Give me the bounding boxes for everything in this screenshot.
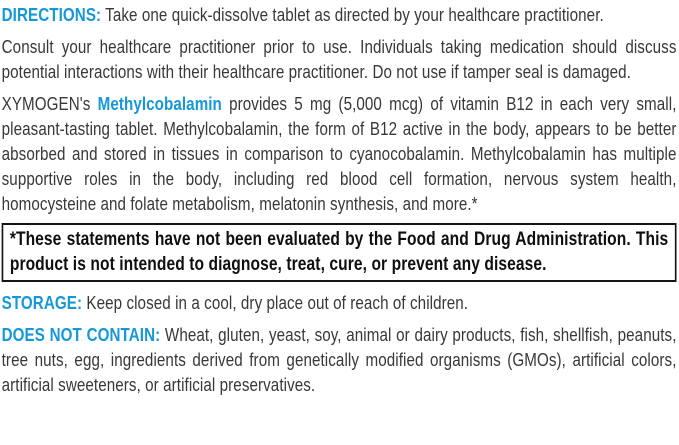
description-lead: XYMOGEN's — [1, 93, 98, 114]
does-not-contain-heading: DOES NOT CONTAIN: — [1, 324, 161, 345]
product-description-paragraph — [2, 91, 677, 216]
description-rest: provides 5 mg (5,000 mcg) of vitamin B12 in each very small, pleasant-tasting tablet. Methylcobalamin, the form of B12 active in the body, appears to be better absorbed and stored in tissues in comparison to cyanocobalamin. Methylcobalamin has multiple supportive roles in the body, including red blood cell formation, nervous system health, homocysteine and folate metabolism, melatonin synthesis, and more.* — [1, 93, 677, 214]
storage-text: Keep closed in a cool, dry place out of reach of children. — [82, 292, 469, 313]
fda-disclaimer-box: *These statements have not been evaluated by the Food and Drug Administration. This product is not intended to diagnose, treat, cure, or prevent any disease. — [2, 223, 677, 282]
storage-heading: STORAGE: — [1, 292, 83, 313]
storage-paragraph — [2, 290, 677, 315]
directions-paragraph — [2, 2, 677, 27]
directions-text: Take one quick-dissolve tablet as directed by your healthcare practitioner. — [101, 4, 604, 25]
does-not-contain-text: Wheat, gluten, yeast, soy, animal or dairy products, fish, shellfish, peanuts, tree nuts, egg, ingredients derived from genetically modified organisms (GMOs), artificial colors, artificial sweeteners, or artificial preservatives. — [1, 324, 677, 395]
brand-name: Methylcobalamin — [97, 93, 222, 114]
consult-paragraph: Consult your healthcare practitioner prior to use. Individuals taking medication should discuss potential interactions with their healthcare practitioner. Do not use if tamper seal is damaged. — [1, 36, 677, 82]
directions-heading: DIRECTIONS: — [1, 4, 102, 25]
does-not-contain-paragraph — [2, 322, 677, 397]
